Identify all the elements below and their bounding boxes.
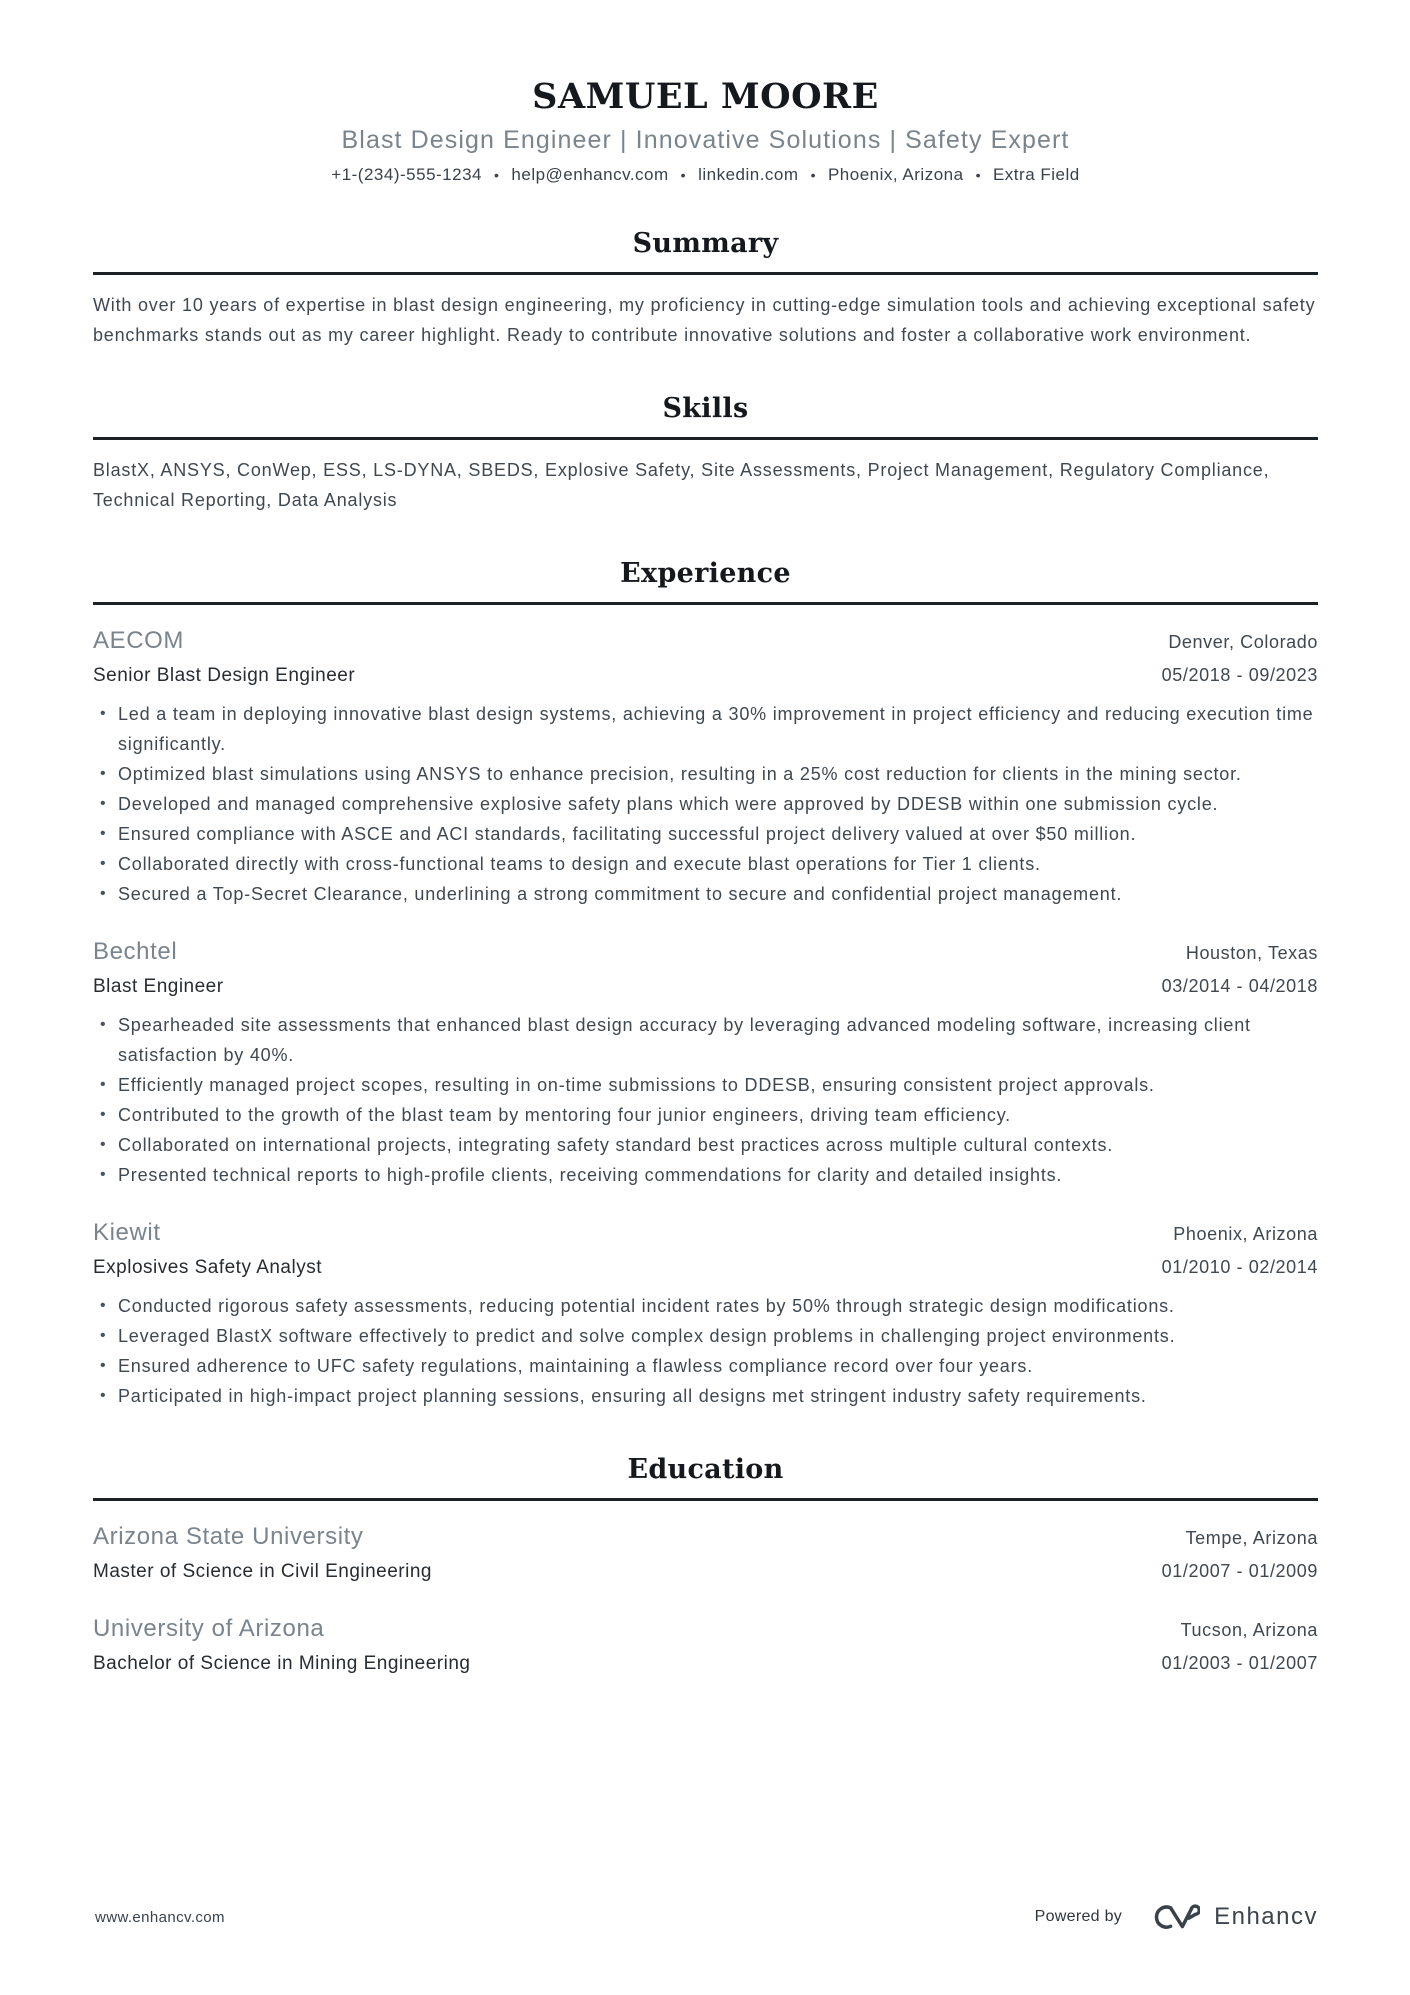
contact-item: • Extra Field <box>964 165 1080 185</box>
page-footer <box>95 1901 1318 1933</box>
job-bullet: • Efficiently managed project scopes, resulting in on-time submissions to DDESB, ensuring consistent project approvals. <box>93 1070 1318 1100</box>
summary-section-title: Summary <box>632 228 779 259</box>
company-name: Bechtel <box>93 938 178 965</box>
experience-entry <box>93 1217 1318 1411</box>
company-name: AECOM <box>93 627 185 654</box>
school-name: Arizona State University <box>93 1523 364 1550</box>
job-bullet: • Ensured compliance with ASCE and ACI standards, facilitating successful project delivery valued at over $50 million. <box>93 819 1318 849</box>
summary-text: With over 10 years of expertise in blast design engineering, my proficiency in cutting-edge simulation tools and achieving exceptional safety benchmarks stands out as my career highlight. Ready to contribute innovative solutions and foster a collaborative work environment. <box>93 295 1316 345</box>
job-dates: 01/2010 - 02/2014 <box>1161 1257 1318 1277</box>
candidate-name: SAMUEL MOORE <box>532 76 879 117</box>
education-entry <box>93 1521 1318 1586</box>
job-bullet: • Optimized blast simulations using ANSYS to enhance precision, resulting in a 25% cost reduction for clients in the mining sector. <box>93 759 1318 789</box>
job-bullet: • Ensured adherence to UFC safety regulations, maintaining a flawless compliance record over four years. <box>93 1351 1318 1381</box>
school-location: Tempe, Arizona <box>1185 1528 1318 1548</box>
job-bullet: • Developed and managed comprehensive explosive safety plans which were approved by DDESB within one submission cycle. <box>93 789 1318 819</box>
section-skills <box>93 392 1318 515</box>
enhancv-wordmark: Enhancv <box>1214 1903 1318 1930</box>
powered-by-label: Powered by <box>1034 1908 1123 1925</box>
section-divider <box>93 437 1318 440</box>
contact-item: +1-(234)-555-1234 <box>331 165 482 184</box>
experience-entry <box>93 936 1318 1190</box>
job-bullet: • Spearheaded site assessments that enhanced blast design accuracy by leveraging advanced modeling software, increasing client satisfaction by 40%. <box>93 1010 1318 1070</box>
degree-name: Bachelor of Science in Mining Engineering <box>93 1653 471 1674</box>
job-bullet-list <box>93 1291 1318 1411</box>
job-bullet: • Secured a Top-Secret Clearance, underlining a strong commitment to secure and confidential project management. <box>93 879 1318 909</box>
job-dates: 03/2014 - 04/2018 <box>1161 976 1318 996</box>
contact-line <box>93 165 1318 185</box>
company-location: Denver, Colorado <box>1168 632 1318 652</box>
job-bullet: • Collaborated on international projects, integrating safety standard best practices across multiple cultural contexts. <box>93 1130 1318 1160</box>
section-education <box>93 1453 1318 1678</box>
experience-entry <box>93 625 1318 909</box>
section-summary <box>93 227 1318 350</box>
section-experience <box>93 557 1318 1411</box>
job-title: Senior Blast Design Engineer <box>93 665 356 686</box>
school-name: University of Arizona <box>93 1615 325 1642</box>
education-section-title: Education <box>627 1454 784 1485</box>
contact-item: • Phoenix, Arizona <box>799 165 964 185</box>
powered-by-enhancv-link[interactable] <box>1035 1901 1318 1933</box>
contact-item: • linkedin.com <box>669 165 799 185</box>
section-divider <box>93 1498 1318 1501</box>
section-divider <box>93 272 1318 275</box>
job-bullet: • Presented technical reports to high-profile clients, receiving commendations for clarity and detailed insights. <box>93 1160 1318 1190</box>
degree-name: Master of Science in Civil Engineering <box>93 1561 432 1582</box>
skills-section-title: Skills <box>662 393 749 424</box>
job-bullet: • Participated in high-impact project planning sessions, ensuring all designs met stringent industry safety requirements. <box>93 1381 1318 1411</box>
company-name: Kiewit <box>93 1219 161 1246</box>
resume-header <box>93 76 1318 185</box>
job-bullet-list <box>93 699 1318 909</box>
section-divider <box>93 602 1318 605</box>
job-bullet-list <box>93 1010 1318 1190</box>
job-bullet: • Led a team in deploying innovative blast design systems, achieving a 30% improvement in project efficiency and reducing execution time significantly. <box>93 699 1318 759</box>
education-entry <box>93 1613 1318 1678</box>
job-dates: 05/2018 - 09/2023 <box>1161 665 1318 685</box>
skills-list-text: BlastX, ANSYS, ConWep, ESS, LS-DYNA, SBEDS, Explosive Safety, Site Assessments, Project Management, Regulatory Compliance, Technical Reporting, Data Analysis <box>93 460 1270 510</box>
enhancv-logo-icon <box>1148 1901 1200 1933</box>
school-location: Tucson, Arizona <box>1180 1620 1318 1640</box>
experience-section-title: Experience <box>620 558 791 589</box>
job-bullet: • Contributed to the growth of the blast team by mentoring four junior engineers, driving team efficiency. <box>93 1100 1318 1130</box>
job-title: Explosives Safety Analyst <box>93 1257 322 1278</box>
degree-dates: 01/2003 - 01/2007 <box>1161 1653 1318 1673</box>
job-bullet: • Conducted rigorous safety assessments, reducing potential incident rates by 50% through strategic design modifications. <box>93 1291 1318 1321</box>
contact-item: • help@enhancv.com <box>482 165 669 185</box>
company-location: Houston, Texas <box>1185 943 1318 963</box>
job-bullet: • Collaborated directly with cross-functional teams to design and execute blast operations for Tier 1 clients. <box>93 849 1318 879</box>
job-title: Blast Engineer <box>93 976 224 997</box>
job-bullet: • Leveraged BlastX software effectively to predict and solve complex design problems in challenging project environments. <box>93 1321 1318 1351</box>
enhancv-website-link[interactable]: www.enhancv.com <box>95 1908 225 1926</box>
degree-dates: 01/2007 - 01/2009 <box>1161 1561 1318 1581</box>
company-location: Phoenix, Arizona <box>1173 1224 1318 1244</box>
candidate-headline: Blast Design Engineer | Innovative Solutions | Safety Expert <box>341 126 1070 154</box>
